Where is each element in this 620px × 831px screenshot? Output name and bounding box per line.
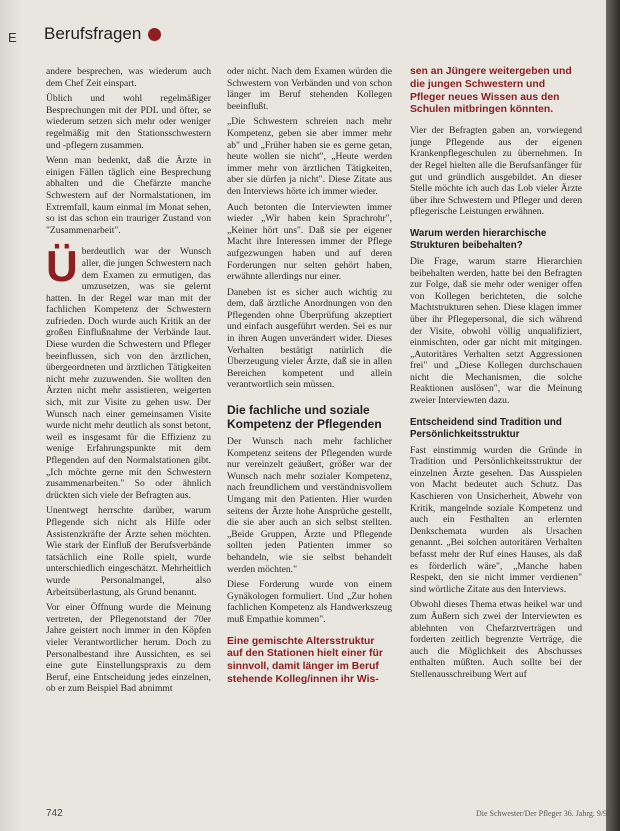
pull-quote-continued: sen an Jüngere weitergeben und die jungen Schwestern und Pfleger neues Wissen aus den Schulen mitbringen könnten. bbox=[410, 66, 572, 116]
paragraph: andere besprechen, was wiederum auch dem Chef Zeit einspart. bbox=[46, 66, 211, 89]
paragraph: Vor einer Öffnung wurde die Meinung vertreten, der Pflegenotstand der 70er Jahre geistert noch immer in den Köpfen vieler Verantwortlicher herum. Doch zu Personalbestand ihre Aussichten, es sei eine gute Einstellungspraxis zu dem Beruf, eine Entscheidung jedes einzelnen, ob er zum Beispiel Bad abnimmt bbox=[46, 602, 211, 695]
page-number: 742 bbox=[46, 808, 63, 819]
paragraph: Daneben ist es sicher auch wichtig zu dem, daß ärztliche Anordnungen von den Pflegenden ohne Überprüfung akzeptiert und einfach ausgeführt werden. Sei es nur in ihren Augen unverändert wider. Dieses Verhalten bestätigt natürlich die Überzeugung vieler Ärzte, daß sie in allen Bereichen kompetent und allein verantwortlich sein müssen. bbox=[227, 286, 392, 391]
paragraph: oder nicht. Nach dem Examen würden die Schwestern von Verbänden und von schon länger im Beruf stehenden Kollegen beeinflußt. bbox=[227, 66, 392, 112]
paragraph: Unentwegt herrschte darüber, warum Pflegende sich nicht als Hilfe oder Assistenzkräfte der Ärzte sehen möchten. Wie stark der Einfluß der Berufsverbände tatsächlich eine Rolle spielt, wurde unterschiedlich eingeschätzt. Mehrheitlich wurde Personalmangel, also Arbeitsüberlastung, als Grund benannt. bbox=[46, 505, 211, 598]
paragraph: Auch betonten die Interviewten immer wieder „Wir haben kein Sprachrohr", „Keiner hört uns". Daß sie per eigener Macht ihre Interessen immer der Pflege aufgezwungen haben und auf deren Forderungen nur selten gehört haben, erwähnte allerdings nur einer. bbox=[227, 201, 392, 283]
page-header bbox=[44, 24, 161, 44]
column-3 bbox=[410, 66, 582, 796]
pull-quote: Eine gemischte Altersstruktur auf den Stationen hielt einer für sinnvoll, damit länger im Beruf stehende Kolleg/innen ihr Wis- bbox=[227, 635, 383, 685]
drop-cap: Ü bbox=[46, 242, 78, 292]
paragraph: Die Frage, warum starre Hierarchien beibehalten werden, hatte bei den Befragten zur Folge, daß sie mehr oder weniger offen von Kollegen berichteten, die solche Machtstrukturen sehen. Diese klagen immer über ihr Pflegepersonal, die sich während der Visite, obwohl völlig unqualifiziert, einmischten, oder gar nicht mit mitgingen. „Autoritäres Verhalten setzt Aggressionen frei" und „Diese Kollegen durchschauen nicht die Mechanismen, die solche Reaktionen auslösen", war die Meinung zweier Interviewten dazu. bbox=[410, 255, 582, 407]
binding-shadow bbox=[606, 0, 620, 831]
paragraph: „Die Schwestern schreien nach mehr Kompetenz, geben sie aber immer mehr ab" und „Früher haben sie es gerne getan, heute wollen sie nicht", „Heute werden immer mehr von ärztlichen Tätigkeiten, aber sie dürfen ja nicht". Diese Zitate aus den Interviews hörte ich immer wieder. bbox=[227, 116, 392, 197]
subheading-tradition: Entscheidend sind Tradition und Persönlichkeitsstruktur bbox=[410, 416, 562, 440]
section-title: Berufsfragen bbox=[44, 24, 142, 43]
journal-footer: Die Schwester/Der Pfleger 36. Jahrg. 9/97 bbox=[476, 809, 612, 818]
paragraph: Fast einstimmig wurden die Gründe in Tradition und Persönlichkeitsstruktur der einzelnen Ärzte gesehen. Das Ausspielen von Macht bedeutet auch Schutz. Das Kaschieren von Unsicherheit, Abwehr von Kritik, mangelnde soziale Kompetenz und auch ein Festhalten an erlernten Denkschemata wurden als Ursachen genannt. „Bei solchen autoritären Verhalten befasst mehr der Ruf eines Hauses, als daß es förderlich wäre", „Manche haben Respekt, den sie nicht immer verdienen" sind wörtliche Zitate aus den Interviews. bbox=[410, 444, 582, 595]
subheading-kompetenz: Die fachliche und soziale Kompetenz der Pflegenden bbox=[227, 403, 382, 432]
section-dot-icon bbox=[148, 28, 161, 41]
edge-letter: E bbox=[8, 30, 17, 45]
paragraph: Vier der Befragten gaben an, vorwiegend junge Pflegende aus der eigenen Krankenpflegeschulen zu übernehmen. In der Regel hielten alle die Berufsanfänger für gut und gründlich ausgebildet. An dieser Stelle möchte ich auch das Lob vieler Ärzte über ihre Schwestern und Pfleger und deren pflegerische Leistungen erwähnen. bbox=[410, 125, 582, 218]
paragraph: Diese Forderung wurde von einem Gynäkologen formuliert. Und „Zur hohen fachlichen Kompetenz als Handwerkszeug muß Empathie kommen". bbox=[227, 579, 392, 625]
paragraph: Üblich und wohl regelmäßiger Besprechungen mit der PDL und öfter, se wiederum setzen sich mehr oder weniger regelmäßig mit den Stationsschwestern und -pflegern zusammen. bbox=[46, 93, 211, 151]
dropcap-paragraph bbox=[46, 242, 211, 501]
paragraph: Obwohl dieses Thema etwas heikel war und zum Äußern sich zwei der Interviewten es ablehnten von Chefarztverträgen und forderten zeitlich begrenzte Verträge, die auch die Möglichkeit des Abschusses enthalten müßten. Auch sollte bei der Stellenausschreibung Wert auf bbox=[410, 599, 582, 680]
paragraph: Der Wunsch nach mehr fachlicher Kompetenz seitens der Pflegenden wurde nur vereinzelt geäußert, größer war der Wunsch nach mehr sozialer Kompetenz, nach freundlichem und verständnisvollem Umgang mit den Patienten. Hier wurden seitens der Ärzte hohe Ansprüche gestellt, die sie aber auch an sich selbst stellten. „Beide Gruppen, Ärzte und Pflegende sollten jeden Patienten immer so behandeln, wie sie selbst behandelt werden möchten." bbox=[227, 436, 392, 575]
subheading-hierarchie: Warum werden hierarchische Strukturen beibehalten? bbox=[410, 227, 547, 251]
previous-page-edge bbox=[0, 0, 24, 831]
column-1 bbox=[46, 66, 211, 796]
paragraph-text: berdeutlich war der Wunsch aller, die jungen Schwestern nach dem Examen zu ermutigen, das umzusetzen, was sie gelernt hatten. In der Regel war man mit der fachlichen Kompetenz der Schwestern zufrieden. Doch wurde auch Kritik an der großen Einflußnahme der Verbände laut. Diese wurden die Schwestern und Pfleger beeinflussen, sich von den ärztlichen, übergeordneten und ärztlichen Tätigkeiten nicht mehr zuzuwenden. Sie wollten den Ärzten nicht mehr assistieren, weigerten sich, mit zur Visite zu gehen usw. Der Wunsch nach einer gemeinsamen Visite wurde nicht mehr deutlich als sonst betont, weil es insgesamt für die Effizienz zu wenige Erfahrungspunkte mit dem Pflegenden auf den Normalstationen gibt. „Ich möchte gerne mit den Schwestern zusammenarbeiten." So oder ähnlich drückten sich viele der Befragten aus. bbox=[46, 246, 211, 501]
column-2 bbox=[227, 66, 392, 796]
paragraph: Wenn man bedenkt, daß die Ärzte in einigen Fällen täglich eine Besprechung abhalten und die Chefärzte manche Schwestern auf der Normalstationen, im Extremfall, kaum einmal im Monat sehen, so ist das schon ein trauriger Zustand von "Zusammenarbeit". bbox=[46, 155, 211, 236]
